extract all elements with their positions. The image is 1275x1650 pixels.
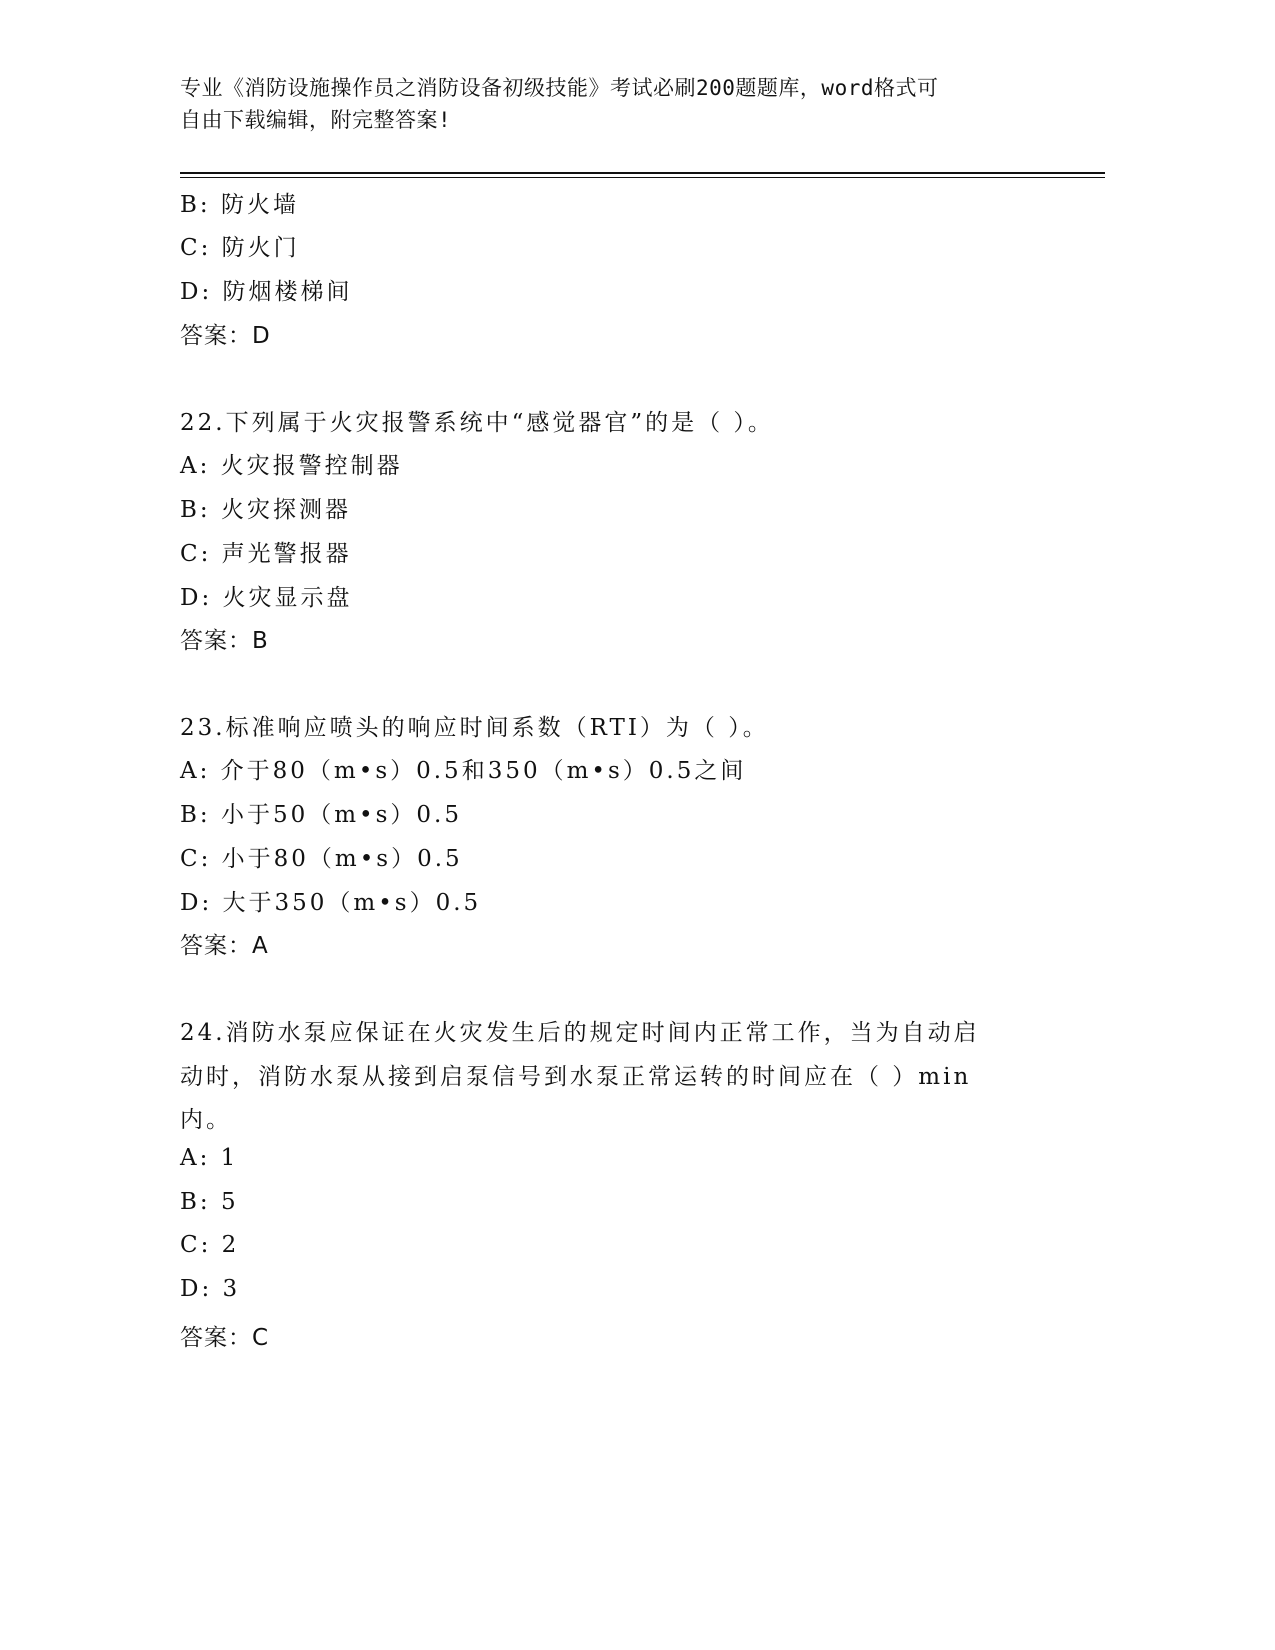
q24-question-line-1: 24.消防水泵应保证在火灾发生后的规定时间内正常工作，当为自动启: [180, 1020, 980, 1046]
q22-option-a: A: 火灾报警控制器: [180, 453, 403, 479]
q22-answer: 答案：B: [180, 628, 269, 654]
header-divider-thin: [180, 177, 1105, 178]
q23-option-d: D: 大于350（m•s）0.5: [180, 890, 482, 916]
q22-option-c: C: 声光警报器: [180, 541, 352, 567]
header-title-line-1: 专业《消防设施操作员之消防设备初级技能》考试必刷200题题库，word格式可: [180, 76, 939, 100]
q23-option-a: A: 介于80（m•s）0.5和350（m•s）0.5之间: [180, 758, 747, 784]
q22-option-d: D: 火灾显示盘: [180, 585, 353, 611]
q23-option-b: B: 小于50（m•s）0.5: [180, 802, 462, 828]
document-header: [180, 72, 1040, 136]
header-divider-thick: [180, 172, 1105, 174]
q24-question-line-2: 动时，消防水泵从接到启泵信号到水泵正常运转的时间应在（ ）min: [180, 1064, 972, 1090]
q21-option-d: D: 防烟楼梯间: [180, 279, 353, 305]
q21-answer: 答案：D: [180, 323, 271, 349]
q22-option-b: B: 火灾探测器: [180, 497, 351, 523]
q24-option-c: C: 2: [180, 1232, 240, 1258]
q24-option-d: D: 3: [180, 1276, 241, 1302]
q24-option-b: B: 5: [180, 1189, 239, 1215]
header-title-line-2: 自由下载编辑，附完整答案!: [180, 108, 452, 132]
q21-option-b: B: 防火墙: [180, 192, 299, 218]
q24-option-a: A: 1: [180, 1145, 239, 1171]
q22-question: 22.下列属于火灾报警系统中“感觉器官”的是（ ）。: [180, 410, 774, 436]
q21-option-c: C: 防火门: [180, 235, 300, 261]
q23-question: 23.标准响应喷头的响应时间系数（RTI）为（ ）。: [180, 715, 769, 741]
q24-question-line-3: 内。: [180, 1107, 232, 1133]
q23-answer: 答案：A: [180, 933, 269, 959]
q24-answer: 答案：C: [180, 1325, 270, 1351]
q23-option-c: C: 小于80（m•s）0.5: [180, 846, 463, 872]
